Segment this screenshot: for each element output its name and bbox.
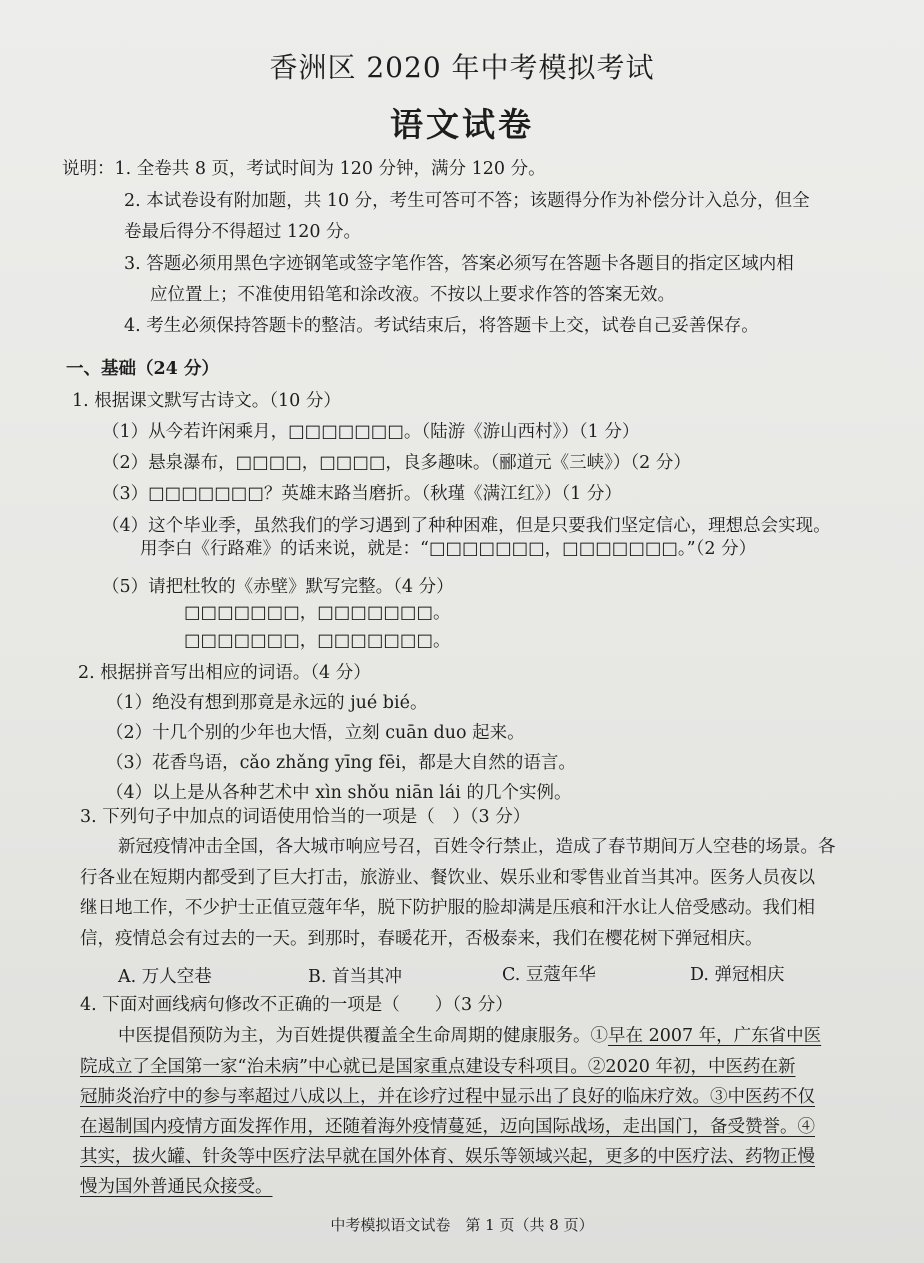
page-title: 香洲区 2020 年中考模拟考试 (269, 51, 655, 84)
question-line: （1）绝没有想到那竟是永远的 jué bié。 (106, 693, 428, 713)
passage-line (80, 1086, 815, 1108)
passage-line: 新冠疫情冲击全国，各大城市响应号召，百姓令行禁止，造成了春节期间万人空巷的场景。各 (118, 837, 836, 857)
note-line: 2. 本试卷设有附加题，共 10 分，考生可答可不答；该题得分作为补偿分计入总分，但全 (124, 191, 810, 211)
underlined-sentence: 其实，拔火罐、针灸等中医疗法早就在国外体育、娱乐等领域兴起，更多的中医疗法、药物正慢 (80, 1147, 815, 1167)
note-line: 说明：1. 全卷共 8 页，考试时间为 120 分钟，满分 120 分。 (62, 159, 546, 179)
passage-line: 行各业在短期内都受到了巨大打击，旅游业、餐饮业、娱乐业和零售业首当其冲。医务人员夜以 (80, 868, 815, 888)
question-line: （5）请把杜牧的《赤壁》默写完整。（4 分） (102, 577, 454, 597)
question-line: （4）以上是从各种艺术中 xìn shǒu niān lái 的几个实例。 (106, 783, 572, 803)
note-line: 卷最后得分不得超过 120 分。 (124, 222, 362, 242)
passage-line (80, 1146, 815, 1168)
page-footer: 中考模拟语文试卷 第 1 页（共 8 页） (330, 1216, 594, 1234)
question-line: （2）十几个别的少年也大悟，立刻 cuān duo 起来。 (106, 723, 525, 743)
question-stem: 2. 根据拼音写出相应的词语。（4 分） (78, 663, 371, 683)
passage-line: 信，疫情总会有过去的一天。到那时，春暖花开，否极泰来，我们在樱花树下弹冠相庆。 (80, 929, 763, 949)
page-subtitle: 语文试卷 (390, 105, 534, 144)
question-line: □□□□□□□，□□□□□□□。 (184, 603, 451, 623)
note-line: 3. 答题必须用黑色字迹钢笔或签字笔作答，答案必须写在答题卡各题目的指定区域内相 (124, 254, 794, 274)
question-stem: 4. 下面对画线病句修改不正确的一项是（ ）（3 分） (80, 995, 513, 1015)
option-b: B. 首当其冲 (308, 967, 402, 987)
question-line: （4）这个毕业季，虽然我们的学习遇到了种种困难，但是只要我们坚定信心，理想总会实现。 (102, 516, 831, 536)
option-a: A. 万人空巷 (118, 967, 212, 987)
passage-line (80, 1176, 273, 1198)
question-stem: 1. 根据课文默写古诗文。（10 分） (72, 391, 341, 411)
option-c: C. 豆蔻年华 (502, 965, 596, 985)
underlined-sentence: 慢为国外普通民众接受。 (80, 1177, 273, 1197)
note-line: 应位置上；不准使用铅笔和涂改液。不按以上要求作答的答案无效。 (150, 285, 675, 305)
question-line: （1）从今若许闲乘月，□□□□□□□。（陆游《游山西村》）（1 分） (102, 422, 640, 442)
underlined-sentence: 在遏制国内疫情方面发挥作用，还随着海外疫情蔓延，迈向国际战场，走出国门，备受赞誉。④ (80, 1117, 815, 1137)
underlined-sentence: 早在 2007 年，广东省中医 (608, 1026, 822, 1046)
passage-text: 中医提倡预防为主，为百姓提供覆盖全生命周期的健康服务。① (118, 1026, 608, 1046)
passage-line (80, 1116, 815, 1138)
question-line: 用李白《行路难》的话来说，就是：“□□□□□□□，□□□□□□□。”（2 分） (140, 539, 757, 559)
passage-line: 继日地工作，不少护士正值豆蔻年华，脱下防护服的脸却满是压痕和汗水让人倍受感动。我们相 (80, 898, 815, 918)
passage-line (80, 1056, 796, 1078)
passage-line (118, 1025, 821, 1047)
question-stem: 3. 下列句子中加点的词语使用恰当的一项是（ ）（3 分） (80, 807, 531, 827)
section-heading: 一、基础（24 分） (66, 359, 219, 379)
question-line: □□□□□□□，□□□□□□□。 (184, 631, 451, 651)
underlined-sentence: 院成立了全国第一家“治未病”中心就已是国家重点建设专科项目。②2020 年初，中医药在新 (80, 1057, 796, 1077)
question-line: （3）花香鸟语，cǎo zhǎng yīng fēi，都是大自然的语言。 (106, 753, 576, 773)
question-line: （2）悬泉瀑布，□□□□，□□□□，良多趣味。（郦道元《三峡》）（2 分） (102, 453, 691, 473)
underlined-sentence: 冠肺炎治疗中的参与率超过八成以上，并在诊疗过程中显示出了良好的临床疗效。③中医药不仅 (80, 1087, 815, 1107)
option-d: D. 弹冠相庆 (690, 965, 785, 985)
question-line: （3）□□□□□□□？英雄末路当磨折。（秋瑾《满江红》）（1 分） (102, 484, 622, 504)
note-line: 4. 考生必须保持答题卡的整洁。考试结束后，将答题卡上交，试卷自己妥善保存。 (124, 316, 759, 336)
